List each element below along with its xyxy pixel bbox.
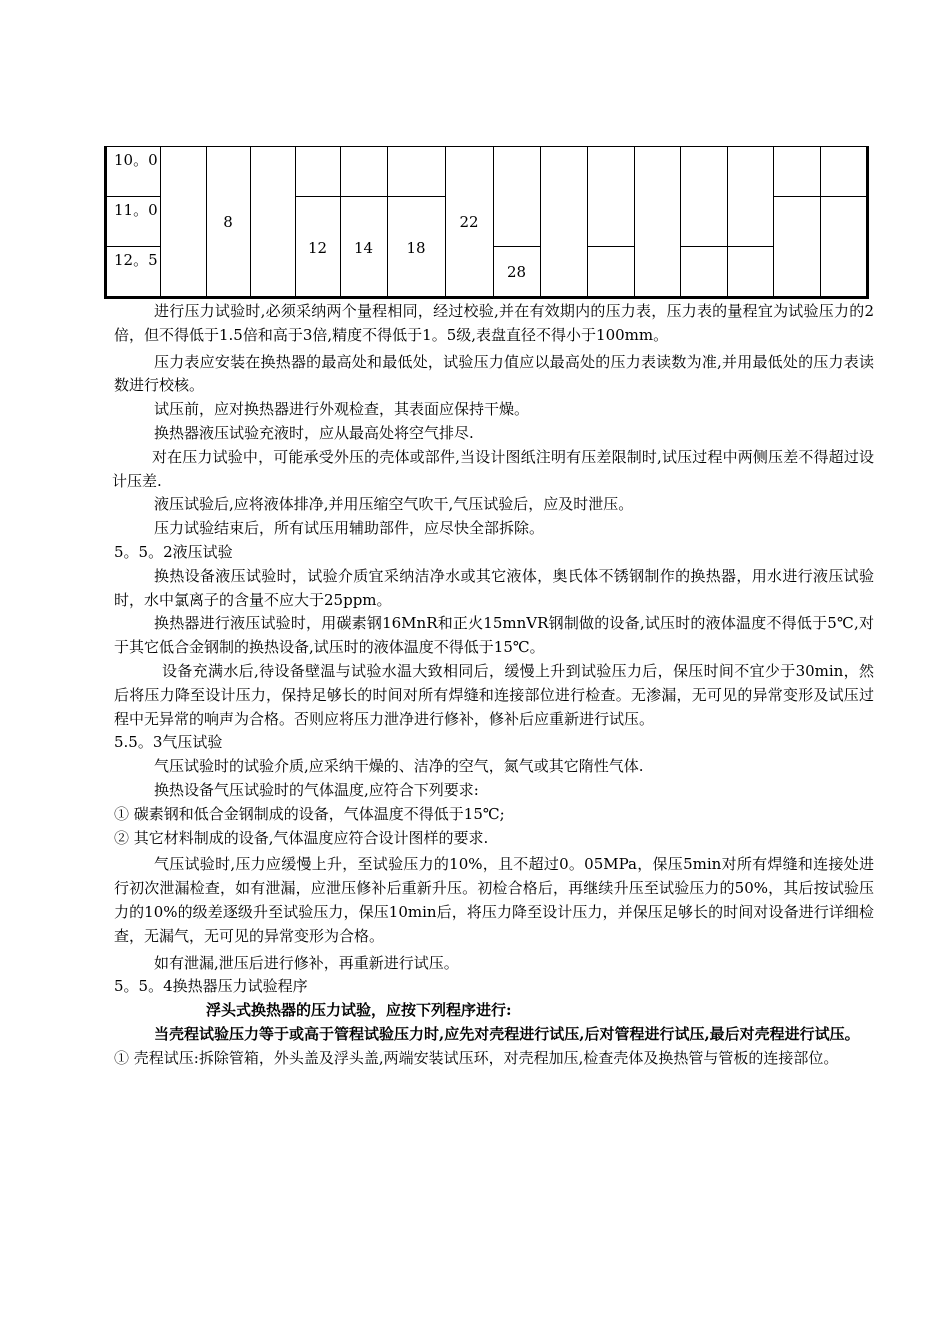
- paragraph: 压力试验结束后，所有试压用辅助部件，应尽快全部拆除。: [154, 519, 545, 538]
- paragraph: 如有泄漏,泄压后进行修补，再重新进行试压。: [154, 953, 459, 972]
- row-label-text: 10。0: [114, 151, 158, 169]
- row-label-text: 11。0: [114, 201, 158, 219]
- row-label-2: [114, 199, 158, 221]
- list-item: ① 碳素钢和低合金钢制成的设备，气体温度不得低于15℃;: [114, 804, 505, 823]
- row-label-text: 12。5: [114, 251, 158, 269]
- paragraph: 换热器进行液压试验时，用碳素钢16MnR和正火15mnVR钢制做的设备,试压时的液体温度不得低于5℃,对于其它低合金钢制的换热设备,试压时的液体温度不得低于15℃。: [114, 614, 874, 657]
- section-heading: 5.5。3气压试验: [114, 733, 223, 752]
- cell-8: 8: [223, 213, 233, 231]
- paragraph: 液压试验后,应将液体排净,并用压缩空气吹干,气压试验后，应及时泄压。: [154, 495, 634, 514]
- paragraph: 换热设备气压试验时的气体温度,应符合下列要求:: [154, 780, 479, 799]
- paragraph: 换热设备液压试验时，试验介质宜采纳洁净水或其它液体，奥氏体不锈钢制作的换热器，用水进行液压试验时，水中氯离子的含量不应大于25ppm。: [114, 566, 874, 609]
- section-heading: 5。5。4换热器压力试验程序: [114, 977, 308, 996]
- list-item: ① 壳程试压:拆除管箱，外头盖及浮头盖,两端安装试压环，对壳程加压,检查壳体及换热管与管板的连接部位。: [114, 1048, 839, 1067]
- row-label-1: [114, 149, 158, 171]
- paragraph: 进行压力试验时,必须采纳两个量程相同，经过校验,并在有效期内的压力表，压力表的量程宜为试验压力的2倍，但不得低于1.5倍和高于3倍,精度不得低于1。5级,表盘直径不得小于100mm。: [114, 302, 874, 344]
- list-item: ② 其它材料制成的设备,气体温度应符合设计图样的要求.: [114, 828, 489, 847]
- paragraph: 压力表应安装在换热器的最高处和最低处，试验压力值应以最高处的压力表读数为准,并用最低处的压力表读数进行校核。: [114, 352, 874, 395]
- cell-22: 22: [459, 213, 479, 231]
- paragraph: 对在压力试验中，可能承受外压的壳体或部件,当设计图纸注明有压差限制时,试压过程中两侧压差不得超过设计压差.: [112, 447, 874, 490]
- cell-12: 12: [307, 239, 328, 257]
- paragraph: 气压试验时,压力应缓慢上升，至试验压力的10%，且不超过0。05MPa，保压5min对所有焊缝和连接处进行初次泄漏检查，如有泄漏，应泄压修补后重新升压。初检合格后，再继续升压至试验压力的50%，其后按试验压力的10%的级差逐级升至试验压力，保压10min后，将压力降至设计压力，并保压足够长的时间对设备进行详细检查，无漏气，无可见的异常变形为合格。: [114, 855, 874, 945]
- pressure-table: [104, 146, 869, 298]
- section-heading: 5。5。2液压试验: [114, 542, 233, 561]
- body-text: [114, 300, 874, 1071]
- paragraph: 设备充满水后,待设备壁温与试验水温大致相同后，缓慢上升到试验压力后，保压时间不宜少于30min，然后将压力降至设计压力，保持足够长的时间对所有焊缝和连接部位进行检查。无渗漏，无可见的异常变形及试压过程中无异常的响声为合格。否则应将压力泄净进行修补，修补后应重新进行试压。: [114, 661, 874, 728]
- bold-paragraph: 浮头式换热器的压力试验，应按下列程序进行:: [206, 1001, 512, 1020]
- cell-18: 18: [406, 239, 426, 257]
- bold-paragraph: 当壳程试验压力等于或高于管程试验压力时,应先对壳程进行试压,后对管程进行试压,最后对壳程进行试压。: [154, 1024, 860, 1043]
- cell-28: 28: [506, 263, 527, 281]
- paragraph: 气压试验时的试验介质,应采纳干燥的、洁净的空气，氮气或其它隋性气体.: [154, 757, 644, 776]
- cell-14: 14: [353, 239, 374, 257]
- row-label-3: [114, 249, 158, 271]
- paragraph: 换热器液压试验充液时，应从最高处将空气排尽.: [154, 423, 474, 442]
- paragraph: 试压前，应对换热器进行外观检查，其表面应保持干燥。: [154, 400, 530, 419]
